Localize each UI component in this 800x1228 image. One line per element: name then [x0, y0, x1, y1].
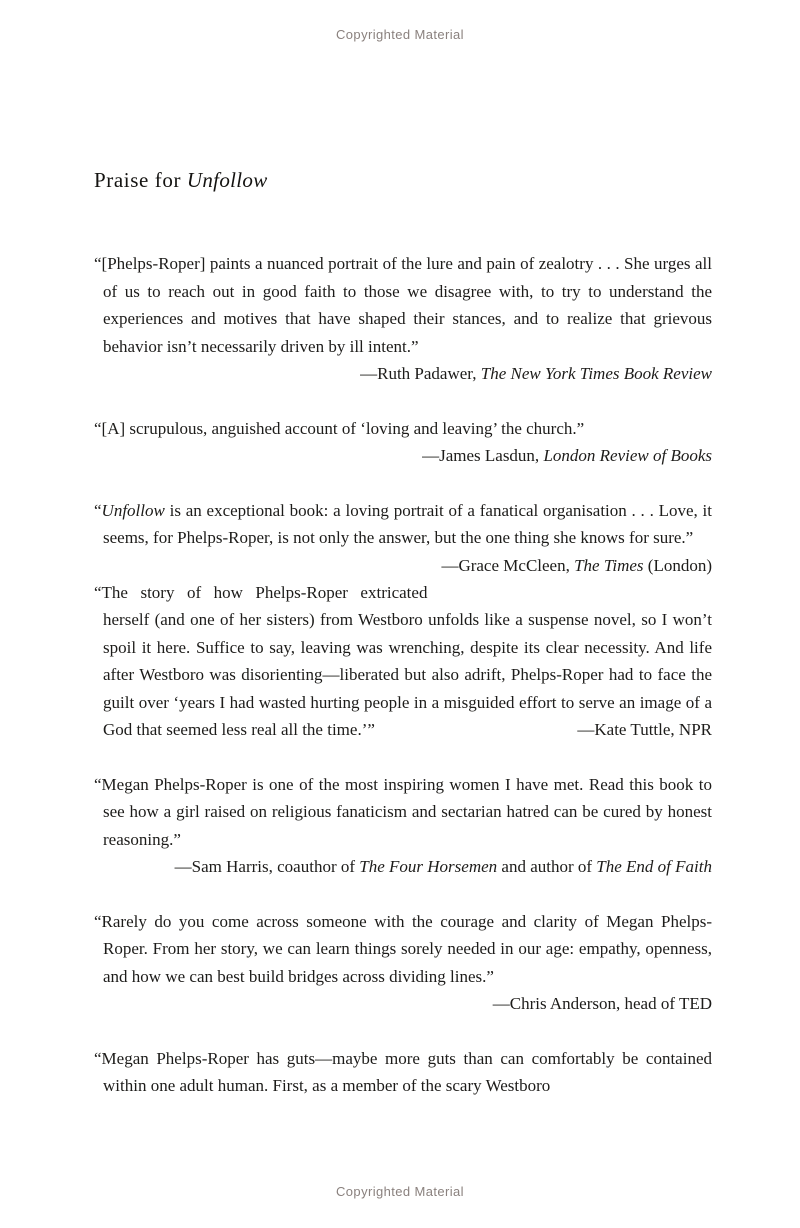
italic-text: The Four Horsemen	[359, 857, 498, 876]
plain-text: —Ruth Padawer,	[360, 364, 481, 383]
plain-text: —Chris Anderson, head of TED	[492, 994, 712, 1013]
praise-quote	[94, 1045, 712, 1100]
plain-text: —Kate Tuttle, NPR	[577, 720, 712, 739]
praise-quote	[94, 908, 712, 1018]
italic-text: Unfollow	[101, 500, 165, 520]
praise-quote	[94, 497, 712, 575]
copyright-notice-bottom: Copyrighted Material	[336, 1184, 464, 1199]
plain-text: “Megan Phelps-Roper has guts—maybe more guts than can comfortably be contained within one adult human. First, as a member of the scary Westboro	[94, 1048, 712, 1095]
copyright-notice-top: Copyrighted Material	[336, 27, 464, 42]
praise-quote	[94, 579, 712, 744]
page-content	[94, 168, 712, 1127]
quote-text	[94, 497, 712, 575]
book-title: Unfollow	[186, 168, 268, 192]
quote-attribution	[94, 990, 712, 1018]
quote-text	[94, 908, 712, 991]
page-title	[94, 168, 712, 193]
plain-text: “The story of how Phelps-Roper extricated herself (and one of her sisters) from Westboro unfolds like a suspense novel, so I won’t spoil it here. Suffice to say, leaving was wrenching, despite its clear necessity. And life after Westboro was disorienting—liberated but also adrift, Phelps-Roper had to face the guilt over ‘years I had wasted hurting people in a misguided effort to serve an image of a God that seemed less real all the time.’”	[94, 582, 712, 739]
quote-attribution	[94, 853, 712, 881]
quote-attribution	[441, 552, 712, 580]
plain-text: (London)	[643, 555, 712, 575]
italic-text: London Review of Books	[543, 446, 712, 465]
praise-quote	[94, 415, 712, 470]
italic-text: The New York Times Book Review	[480, 364, 712, 383]
quote-attribution	[94, 360, 712, 388]
praise-quote	[94, 771, 712, 881]
plain-text: “[Phelps-Roper] paints a nuanced portrait of the lure and pain of zealotry . . . She urges all of us to reach out in good faith to those we disagree with, to try to understand the experiences and motives that have shaped their stances, and to realize that grievous behavior isn’t necessarily driven by ill intent.”	[94, 254, 712, 356]
plain-text: “[A] scrupulous, anguished account of ‘loving and leaving’ the church.”	[94, 418, 585, 438]
plain-text: “Rarely do you come across someone with the courage and clarity of Megan Phelps-Roper. From her story, we can learn things sorely needed in our age: empathy, openness, and how we can best build bridges across dividing lines.”	[94, 911, 712, 986]
quote-attribution	[577, 716, 712, 744]
praise-quotes-list	[94, 250, 712, 1100]
quote-attribution	[94, 442, 712, 470]
praise-quote	[94, 250, 712, 388]
plain-text: —Grace McCleen,	[441, 555, 575, 575]
plain-text: and author of	[497, 857, 597, 876]
plain-text: —Sam Harris, coauthor of	[174, 857, 360, 876]
quote-text	[94, 250, 712, 360]
quote-text	[94, 415, 712, 443]
italic-text: The End of Faith	[596, 857, 712, 876]
plain-text: is an exceptional book: a loving portrait of a fanatical organisation . . . Love, it seems, for Phelps-Roper, is not only the answer, but the one thing she knows for sure.”	[103, 500, 712, 547]
plain-text: —James Lasdun,	[422, 446, 544, 465]
quote-text	[94, 771, 712, 854]
plain-text: “	[94, 500, 102, 520]
plain-text: “Megan Phelps-Roper is one of the most inspiring women I have met. Read this book to see how a girl raised on religious fanaticism and sectarian hatred can be cured by honest reasoning.”	[94, 774, 712, 849]
page-title-prefix: Praise for	[94, 168, 187, 192]
quote-text	[94, 1045, 712, 1100]
italic-text: The Times	[574, 555, 644, 575]
quote-text	[94, 579, 712, 744]
